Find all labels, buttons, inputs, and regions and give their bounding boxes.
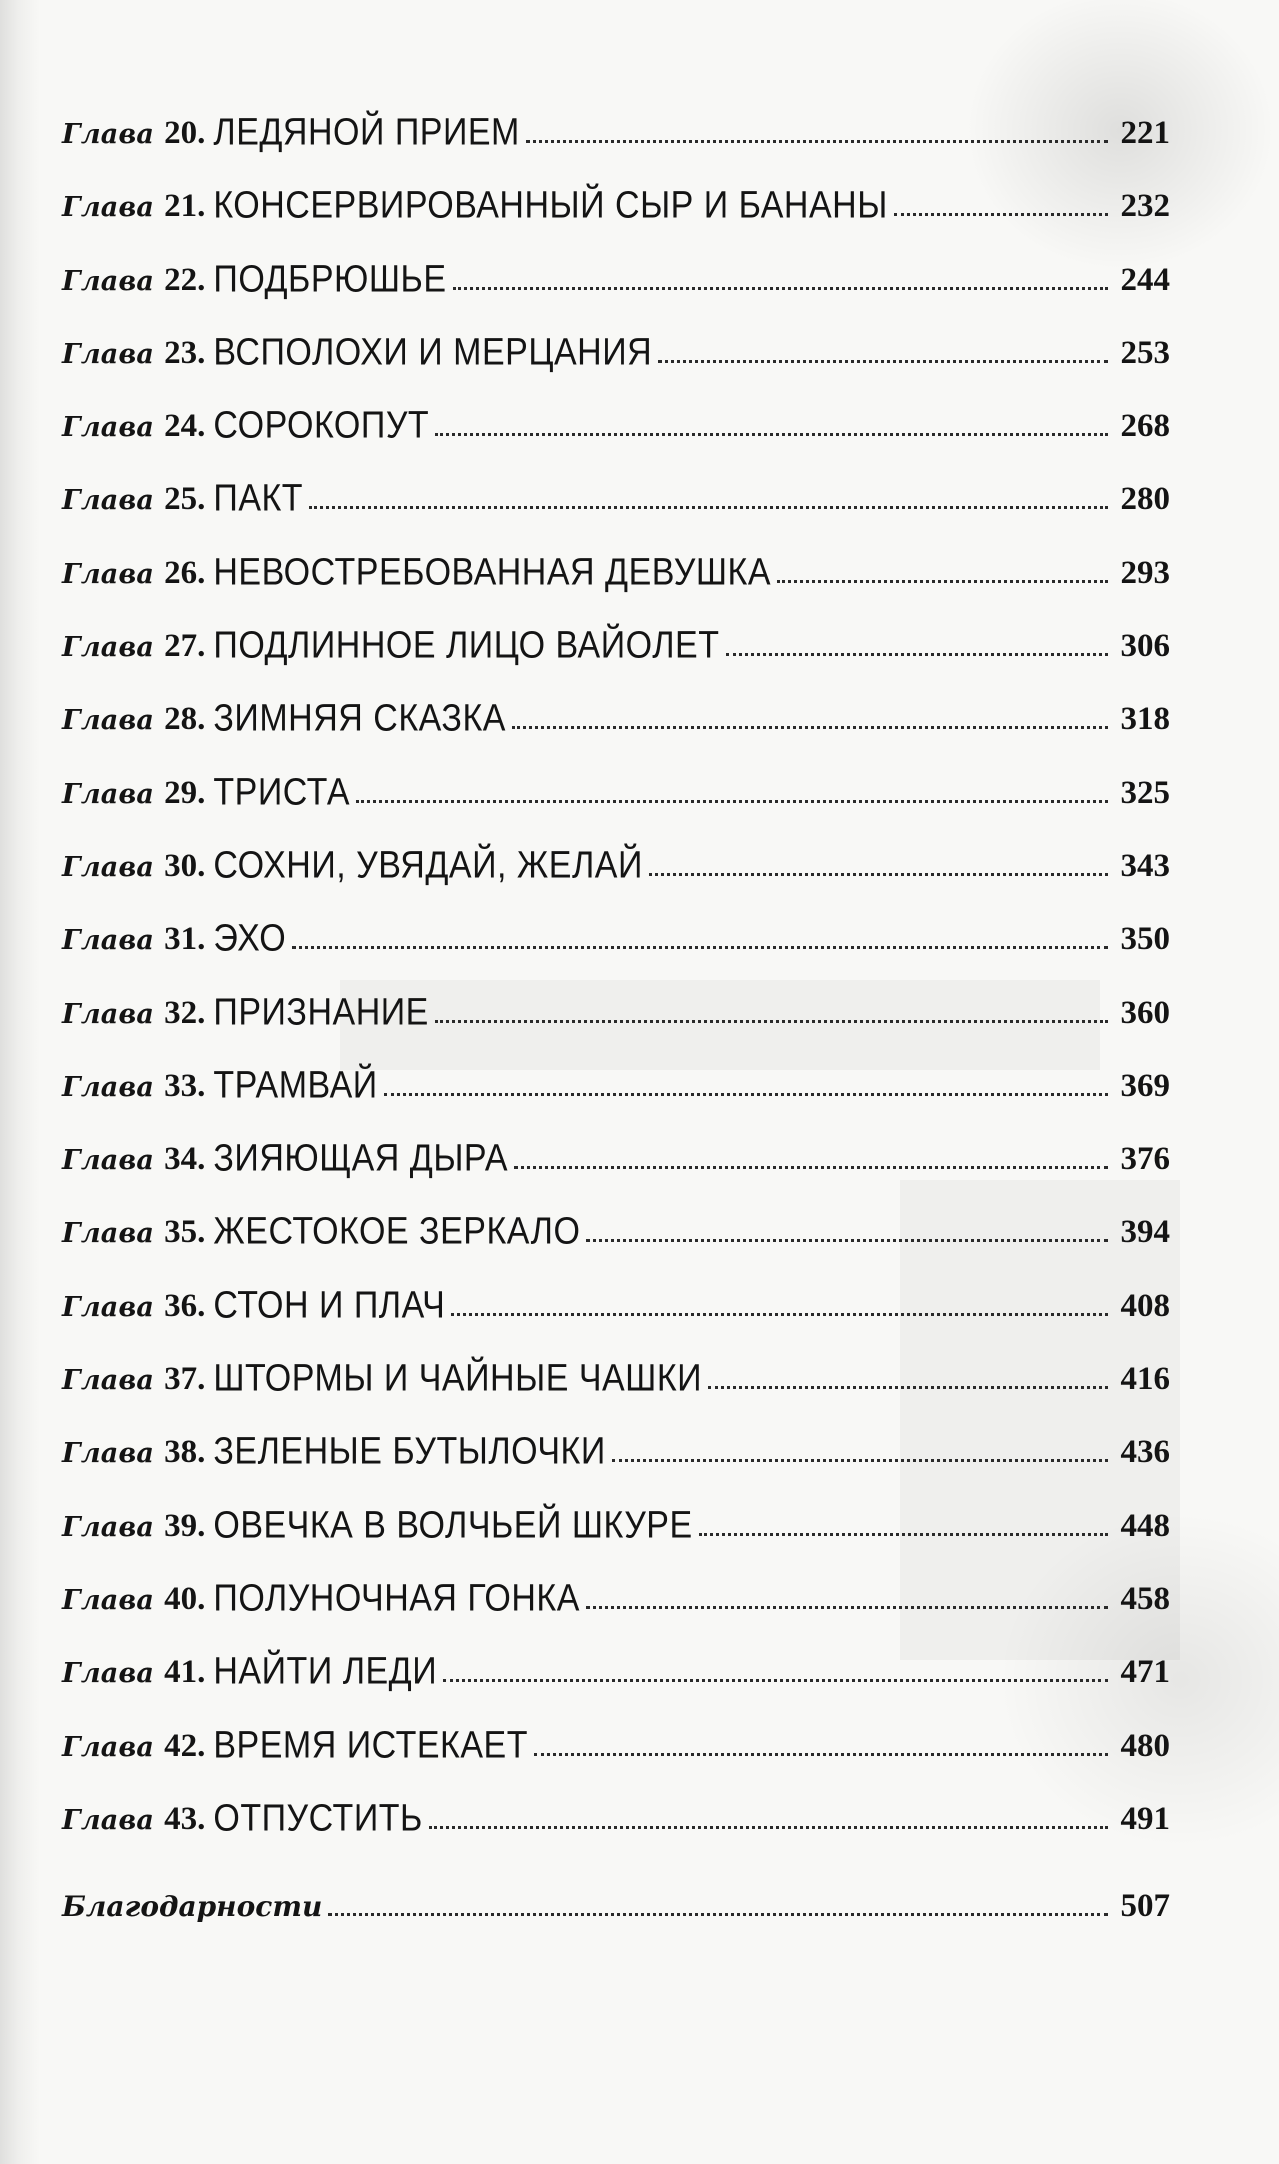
chapter-number: 34. xyxy=(164,1141,206,1178)
dot-leader xyxy=(777,580,1108,583)
chapter-number: 28. xyxy=(164,701,206,738)
toc-entry[interactable] xyxy=(62,770,1170,848)
page-number: 360 xyxy=(1120,994,1170,1031)
page-number: 416 xyxy=(1120,1361,1170,1398)
chapter-number: 32. xyxy=(164,994,206,1031)
chapter-label: Глава xyxy=(62,1511,155,1543)
chapter-label: Глава xyxy=(62,998,155,1030)
chapter-label: Глава xyxy=(62,265,155,297)
toc-entry[interactable] xyxy=(62,1430,1170,1507)
chapter-title: НАЙТИ ЛЕДИ xyxy=(213,1649,438,1693)
dot-leader xyxy=(586,1239,1108,1242)
dot-leader xyxy=(514,1166,1108,1169)
chapter-label: Глава xyxy=(62,412,155,444)
chapter-number: 40. xyxy=(164,1580,206,1617)
chapter-label: Глава xyxy=(62,632,155,664)
page-number: 408 xyxy=(1120,1287,1170,1324)
dot-leader xyxy=(443,1679,1108,1682)
chapter-number: 35. xyxy=(164,1214,206,1251)
dot-leader xyxy=(699,1533,1108,1536)
chapter-number: 36. xyxy=(164,1287,206,1324)
page-number: 293 xyxy=(1120,554,1170,591)
chapter-number: 23. xyxy=(164,334,206,371)
chapter-title: ЗЕЛЕНЫЕ БУТЫЛОЧКИ xyxy=(213,1430,606,1473)
page-number: 369 xyxy=(1120,1067,1170,1104)
page-number: 280 xyxy=(1120,481,1170,518)
chapter-title: СОРОКОПУТ xyxy=(213,403,430,447)
chapter-title: ПОДЛИННОЕ ЛИЦО ВАЙОЛЕТ xyxy=(213,623,720,667)
dot-leader xyxy=(435,1020,1108,1023)
chapter-title: ЗИЯЮЩАЯ ДЫРА xyxy=(213,1136,509,1180)
toc-entry[interactable] xyxy=(62,1723,1170,1801)
dot-leader xyxy=(526,140,1108,143)
toc-entry[interactable] xyxy=(62,110,1170,188)
page-number: 221 xyxy=(1120,115,1170,151)
chapter-number: 24. xyxy=(164,408,206,445)
chapter-label: Глава xyxy=(62,1291,155,1323)
chapter-label: Глава xyxy=(62,338,155,370)
chapter-title: ПОДБРЮШЬЕ xyxy=(213,257,447,300)
page-number: 343 xyxy=(1120,847,1170,884)
chapter-label: Глава xyxy=(62,558,155,590)
chapter-title: СОХНИ, УВЯДАЙ, ЖЕЛАЙ xyxy=(213,843,643,887)
page-number: 318 xyxy=(1120,701,1170,738)
chapter-label: Глава xyxy=(62,485,155,517)
dot-leader xyxy=(612,1459,1108,1462)
chapter-number: 43. xyxy=(164,1800,206,1837)
chapter-title: ПАКТ xyxy=(213,477,304,520)
dot-leader xyxy=(649,873,1108,876)
dot-leader xyxy=(451,1313,1108,1316)
chapter-title: ВСПОЛОХИ И МЕРЦАНИЯ xyxy=(213,330,653,374)
dot-leader xyxy=(292,946,1108,949)
chapter-title: ВРЕМЯ ИСТЕКАЕТ xyxy=(213,1723,528,1766)
chapter-number: 20. xyxy=(164,115,206,151)
chapter-title: СТОН И ПЛАЧ xyxy=(213,1283,446,1327)
dot-leader xyxy=(356,800,1108,803)
chapter-number: 26. xyxy=(164,554,206,591)
dot-leader xyxy=(384,1093,1108,1096)
dot-leader xyxy=(894,213,1108,216)
toc-entry[interactable] xyxy=(62,1649,1170,1727)
page-number: 394 xyxy=(1120,1214,1170,1251)
page-number: 480 xyxy=(1120,1727,1170,1764)
page-number: 253 xyxy=(1120,334,1170,371)
dot-leader xyxy=(726,653,1109,656)
chapter-number: 41. xyxy=(164,1654,206,1691)
page-number: 471 xyxy=(1120,1654,1170,1691)
dot-leader xyxy=(534,1753,1108,1756)
toc-entry[interactable] xyxy=(62,916,1170,994)
chapter-title: ОВЕЧКА В ВОЛЧЬЕЙ ШКУРЕ xyxy=(213,1503,693,1546)
chapter-label: Глава xyxy=(62,1584,155,1616)
chapter-label: Глава xyxy=(62,1365,155,1397)
chapter-title: ЛЕДЯНОЙ ПРИЕМ xyxy=(213,110,520,154)
chapter-title: НЕВОСТРЕБОВАННАЯ ДЕВУШКА xyxy=(213,550,772,594)
toc-entry[interactable] xyxy=(62,623,1170,701)
toc-entry[interactable] xyxy=(62,1283,1170,1361)
chapter-label: Глава xyxy=(62,1731,155,1763)
page-number: 232 xyxy=(1120,188,1170,225)
chapter-title: ТРИСТА xyxy=(213,770,351,813)
chapter-title: ЖЕСТОКОЕ ЗЕРКАЛО xyxy=(213,1210,581,1253)
toc-entry[interactable] xyxy=(62,1210,1170,1287)
page-number: 507 xyxy=(1120,1888,1170,1925)
chapter-label: Глава xyxy=(62,925,155,957)
chapter-number: 31. xyxy=(164,921,206,958)
toc-entry[interactable] xyxy=(62,843,1170,921)
chapter-number: 27. xyxy=(164,628,206,665)
chapter-number: 22. xyxy=(164,261,206,298)
page-number: 491 xyxy=(1120,1800,1170,1837)
dot-leader xyxy=(512,726,1108,729)
toc-entry[interactable] xyxy=(62,1503,1170,1581)
chapter-title: ТРАМВАЙ xyxy=(213,1063,378,1107)
page-number: 436 xyxy=(1120,1434,1170,1471)
page-number: 325 xyxy=(1120,774,1170,811)
chapter-title: ПОЛУНОЧНАЯ ГОНКА xyxy=(213,1576,580,1620)
chapter-number: 42. xyxy=(164,1727,206,1764)
toc-entry[interactable] xyxy=(62,403,1170,481)
chapter-title: ПРИЗНАНИЕ xyxy=(213,990,429,1033)
chapter-number: 39. xyxy=(164,1507,206,1544)
toc-entry[interactable] xyxy=(62,697,1170,774)
dot-leader xyxy=(586,1606,1108,1609)
dot-leader xyxy=(658,360,1108,363)
toc-entry[interactable] xyxy=(62,550,1170,628)
chapter-title: ЗИМНЯЯ СКАЗКА xyxy=(213,697,506,740)
chapter-title: ЭХО xyxy=(213,916,287,960)
dot-leader xyxy=(309,506,1108,509)
chapter-label: Глава xyxy=(62,192,155,224)
page-number: 268 xyxy=(1120,408,1170,445)
chapter-number: 29. xyxy=(164,774,206,811)
dot-leader xyxy=(435,433,1108,436)
page-number: 244 xyxy=(1120,261,1170,298)
chapter-label: Глава xyxy=(62,778,155,810)
acknowledgements-label: Благодарности xyxy=(62,1890,323,1924)
chapter-title: ШТОРМЫ И ЧАЙНЫЕ ЧАШКИ xyxy=(213,1356,703,1400)
toc-entry[interactable] xyxy=(62,990,1170,1068)
chapter-number: 21. xyxy=(164,188,206,225)
chapter-label: Глава xyxy=(62,119,155,150)
chapter-label: Глава xyxy=(62,1658,155,1690)
table-of-contents xyxy=(62,110,1170,1963)
page-number: 458 xyxy=(1120,1580,1170,1617)
toc-entry[interactable] xyxy=(62,1063,1170,1141)
chapter-label: Глава xyxy=(62,1071,155,1103)
chapter-title: ОТПУСТИТЬ xyxy=(213,1796,423,1840)
toc-entry[interactable] xyxy=(62,1796,1170,1874)
chapter-title: КОНСЕРВИРОВАННЫЙ СЫР И БАНАНЫ xyxy=(213,184,888,227)
dot-leader xyxy=(328,1913,1108,1916)
chapter-label: Глава xyxy=(62,851,155,883)
toc-entry[interactable] xyxy=(62,184,1170,261)
toc-entry-acknowledgements[interactable] xyxy=(62,1890,1170,1963)
chapter-number: 38. xyxy=(164,1434,206,1471)
chapter-label: Глава xyxy=(62,1804,155,1836)
page-number: 306 xyxy=(1120,628,1170,665)
chapter-label: Глава xyxy=(62,1438,155,1470)
chapter-number: 37. xyxy=(164,1361,206,1398)
toc-entry[interactable] xyxy=(62,477,1170,554)
toc-entry[interactable] xyxy=(62,1576,1170,1654)
chapter-number: 33. xyxy=(164,1067,206,1104)
dot-leader xyxy=(429,1826,1108,1829)
toc-entry[interactable] xyxy=(62,330,1170,408)
toc-entry[interactable] xyxy=(62,257,1170,335)
toc-entry[interactable] xyxy=(62,1136,1170,1214)
dot-leader xyxy=(453,287,1108,290)
page-number: 376 xyxy=(1120,1141,1170,1178)
chapter-label: Глава xyxy=(62,705,155,737)
chapter-label: Глава xyxy=(62,1145,155,1177)
page-number: 448 xyxy=(1120,1507,1170,1544)
chapter-number: 25. xyxy=(164,481,206,518)
dot-leader xyxy=(708,1386,1108,1389)
toc-entry[interactable] xyxy=(62,1356,1170,1434)
chapter-number: 30. xyxy=(164,847,206,884)
chapter-label: Глава xyxy=(62,1218,155,1250)
page-number: 350 xyxy=(1120,921,1170,958)
